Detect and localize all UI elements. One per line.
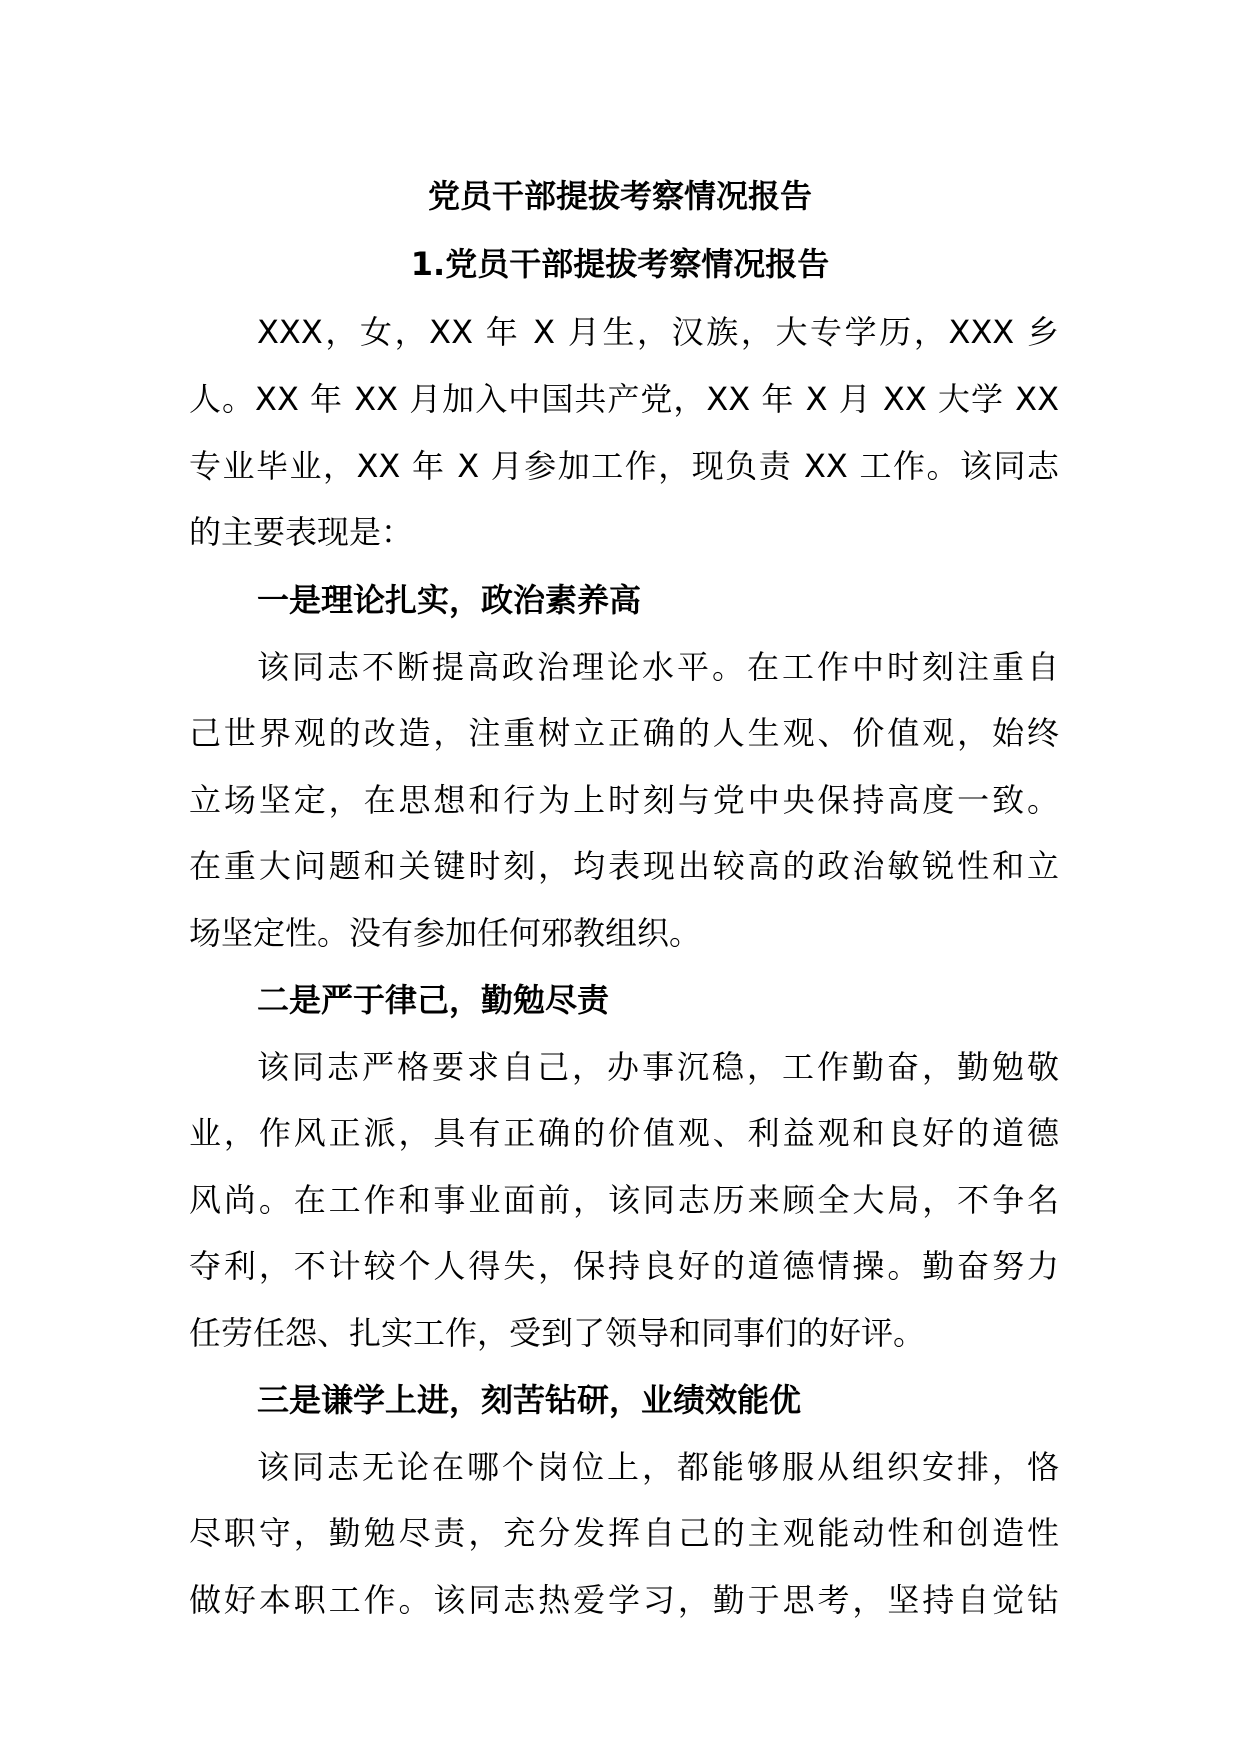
section-2-line-2: 业，作风正派，具有正确的价值观、利益观和良好的道德 [189,1114,1059,1152]
section-heading-3: 三是谦学上进，刻苦钻研，业绩效能优 [257,1381,802,1419]
section-1-line-2: 己世界观的改造，注重树立正确的人生观、价值观，始终 [189,714,1059,752]
section-1-line-4: 在重大问题和关键时刻，均表现出较高的政治敏锐性和立 [189,847,1059,885]
section-2-line-4: 夺利，不计较个人得失，保持良好的道德情操。勤奋努力 [189,1247,1059,1285]
section-3-line-2: 尽职守，勤勉尽责，充分发挥自己的主观能动性和创造性 [189,1514,1059,1552]
intro-line-4: 的主要表现是： [189,513,414,551]
section-heading-1: 一是理论扎实，政治素养高 [257,581,642,619]
intro-line-3: 专业毕业，XX 年 X 月参加工作，现负责 XX 工作。该同志 [189,447,1059,485]
section-1-line-1: 该同志不断提高政治理论水平。在工作中时刻注重自 [257,648,1059,686]
section-2-line-1: 该同志严格要求自己，办事沉稳，工作勤奋，勤勉敬 [257,1048,1059,1086]
section-2-line-5: 任劳任怨、扎实工作，受到了领导和同事们的好评。 [189,1314,926,1352]
section-1-line-5: 场坚定性。没有参加任何邪教组织。 [189,914,702,952]
section-heading-2: 二是严于律己，勤勉尽责 [257,981,610,1019]
intro-line-2: 人。XX 年 XX 月加入中国共产党，XX 年 X 月 XX 大学 XX [189,380,1059,418]
document-subtitle: 1.党员干部提拔考察情况报告 [410,245,830,283]
section-3-line-3: 做好本职工作。该同志热爱学习，勤于思考，坚持自觉钻 [189,1581,1059,1619]
section-1-line-3: 立场坚定，在思想和行为上时刻与党中央保持高度一致。 [189,781,1059,819]
document-title: 党员干部提拔考察情况报告 [427,177,812,215]
section-2-line-3: 风尚。在工作和事业面前，该同志历来顾全大局，不争名 [189,1181,1059,1219]
section-3-line-1: 该同志无论在哪个岗位上，都能够服从组织安排，恪 [257,1448,1059,1486]
intro-line-1: XXX，女，XX 年 X 月生，汉族，大专学历，XXX 乡 [257,313,1059,351]
